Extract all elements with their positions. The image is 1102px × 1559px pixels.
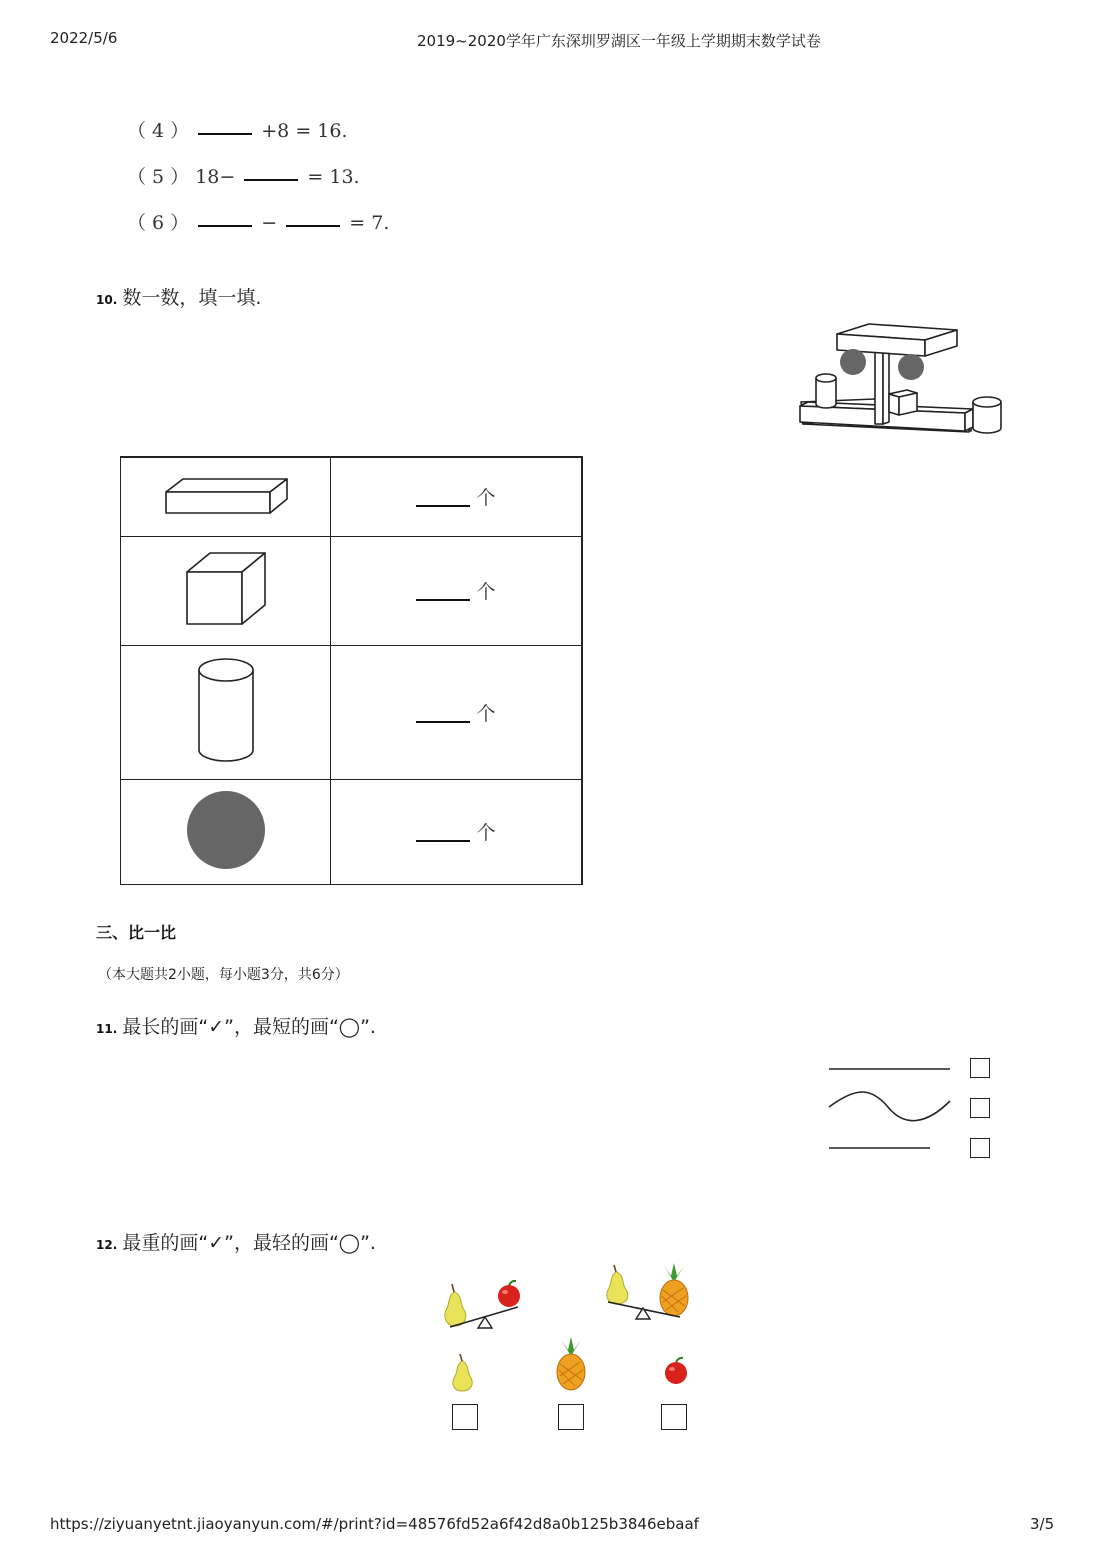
- answer-blank[interactable]: [198, 225, 252, 227]
- answer-box[interactable]: [558, 1404, 584, 1430]
- count-cell: [331, 645, 583, 779]
- problem-rest: +8 = 16.: [261, 120, 348, 142]
- answer-blank[interactable]: [286, 225, 340, 227]
- question-number: 10.: [96, 293, 118, 307]
- problem-5: [127, 162, 360, 189]
- shape-cell: [121, 779, 331, 884]
- shape-cell: [121, 457, 331, 536]
- answer-blank[interactable]: [244, 179, 298, 181]
- problem-number: （ 4 ）: [127, 120, 190, 142]
- count-cell: [331, 779, 583, 884]
- count-blank[interactable]: [416, 840, 470, 842]
- shape-cell: [121, 645, 331, 779]
- unit-label: 个: [476, 487, 496, 510]
- question-number: 11.: [96, 1022, 118, 1036]
- document-title: 2019~2020学年广东深圳罗湖区一年级上学期期末数学试卷: [417, 32, 821, 50]
- problem-lead: 18−: [195, 166, 236, 188]
- shape-cell: [121, 536, 331, 645]
- answer-box[interactable]: [970, 1138, 990, 1158]
- problem-number: （ 6 ）: [127, 212, 190, 234]
- count-blank[interactable]: [416, 505, 470, 507]
- section-title: 三、比一比: [96, 923, 177, 942]
- lines-figure: [826, 1055, 956, 1155]
- count-cell: [331, 536, 583, 645]
- problem-4: [127, 116, 348, 143]
- answer-box[interactable]: [970, 1058, 990, 1078]
- page-number: 3/5: [1030, 1515, 1055, 1533]
- problem-operator: −: [261, 212, 278, 234]
- balance-scale-2: [600, 1262, 695, 1324]
- count-cell: [331, 457, 583, 536]
- pear-icon: [447, 1352, 477, 1392]
- pear-icon: [607, 1265, 628, 1304]
- page-url: https://ziyuanyetnt.jiaoyanyun.com/#/print?id=48576fd52a6f42d8a0b125b3846ebaaf: [50, 1515, 699, 1533]
- table-row: [121, 645, 583, 779]
- question-text: 最长的画“✓”，最短的画“◯”.: [122, 1016, 376, 1038]
- table-row: [121, 779, 583, 884]
- question-number: 12.: [96, 1238, 118, 1252]
- answer-blank[interactable]: [198, 133, 252, 135]
- apple-icon: [498, 1281, 520, 1307]
- answer-box[interactable]: [661, 1404, 687, 1430]
- pineapple-icon: [660, 1263, 688, 1316]
- problem-6: [127, 208, 389, 235]
- wavy-line: [829, 1092, 950, 1121]
- pear-icon: [445, 1284, 466, 1326]
- cuboid-icon: [163, 475, 289, 515]
- answer-box[interactable]: [452, 1404, 478, 1430]
- question-11: [96, 1012, 376, 1039]
- shape-construction-icon: [795, 318, 1010, 440]
- question-text: 最重的画“✓”，最轻的画“◯”.: [122, 1232, 376, 1254]
- count-blank[interactable]: [416, 721, 470, 723]
- question-12: [96, 1228, 376, 1255]
- sphere-icon: [186, 790, 266, 870]
- shape-count-table: [120, 456, 583, 885]
- unit-label: 个: [476, 581, 496, 603]
- table-row: [121, 536, 583, 645]
- cylinder-icon: [196, 656, 256, 764]
- table-row: [121, 457, 583, 536]
- unit-label: 个: [476, 822, 496, 844]
- answer-box[interactable]: [970, 1098, 990, 1118]
- print-date: 2022/5/6: [50, 29, 118, 47]
- problem-rest: = 7.: [349, 212, 390, 234]
- question-text: 数一数，填一填.: [122, 287, 262, 309]
- section-note: （本大题共2小题，每小题3分，共6分）: [98, 967, 349, 983]
- question-10: [96, 283, 261, 310]
- apple-icon: [662, 1356, 690, 1386]
- balance-scale-1: [438, 1278, 528, 1334]
- unit-label: 个: [476, 702, 496, 725]
- problem-number: （ 5 ）: [127, 166, 190, 188]
- problem-rest: = 13.: [307, 166, 360, 188]
- count-blank[interactable]: [416, 599, 470, 601]
- pineapple-icon: [553, 1336, 589, 1392]
- cube-icon: [184, 551, 268, 627]
